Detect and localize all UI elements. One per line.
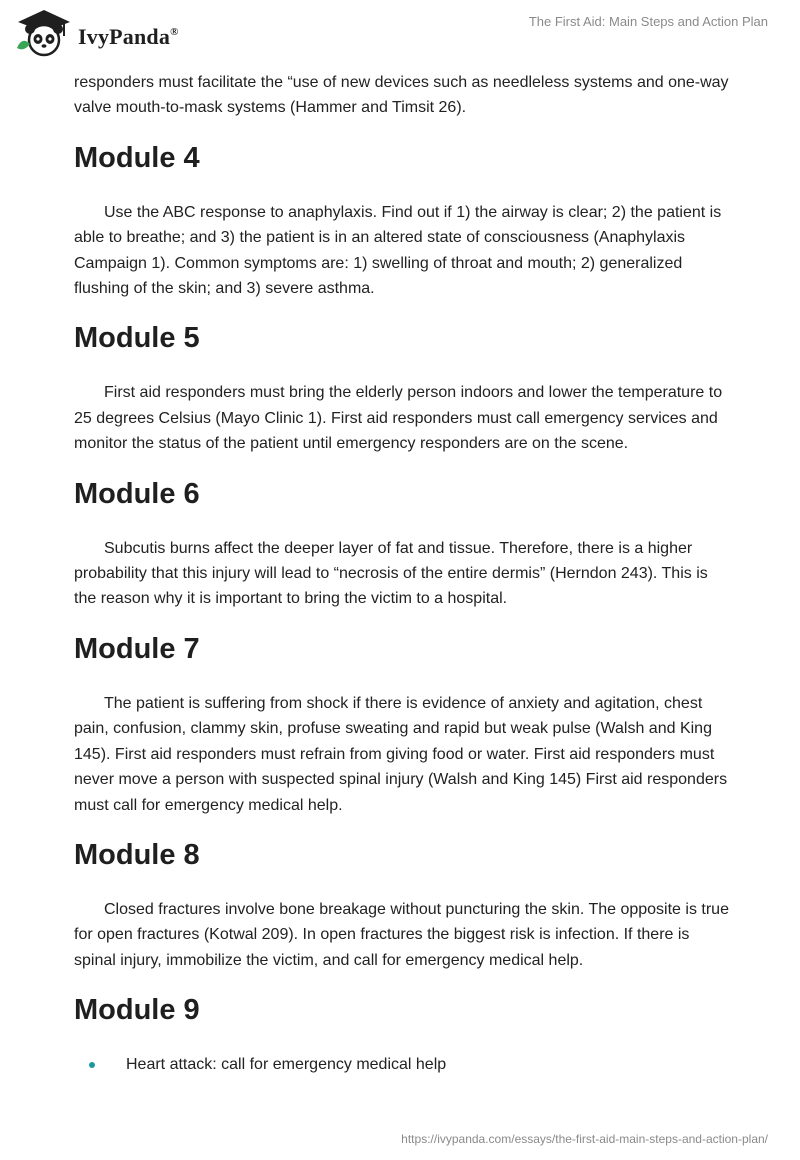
module-paragraph: Use the ABC response to anaphylaxis. Find out if 1) the airway is clear; 2) the patient is able to breathe; and 3) the patient is in an altered state of consciousness (Anaphylaxis Campaign 1). Common symptoms are: 1) swelling of throat and mouth; 2) generalized flushing of the skin; and 3) severe asthma. [74,203,722,298]
page-header [0,0,800,66]
module-5-section [74,321,734,456]
bullet-list [74,1052,734,1077]
module-paragraph: Subcutis burns affect the deeper layer of fat and tissue. Therefore, there is a higher probability that this injury will lead to “necrosis of the entire dermis” (Herndon 243). This is the reason why it is important to bring the victim to a hospital. [74,539,708,608]
module-heading: Module 7 [74,632,200,665]
module-heading: Module 4 [74,141,200,174]
intro-paragraph: responders must facilitate the “use of new devices such as needleless systems and one-way valve mouth-to-mask systems (Hammer and Timsit 26). [74,74,729,117]
essay-content [74,70,734,1078]
module-heading: Module 9 [74,994,200,1027]
panda-graduate-icon [14,6,74,58]
brand-name [78,24,179,50]
module-paragraph: The patient is suffering from shock if there is evidence of anxiety and agitation, chest pain, confusion, clammy skin, profuse sweating and rapid but weak pulse (Walsh and King 145). First aid responders must refrain from giving food or water. First aid responders must never move a person with suspected spinal injury (Walsh and King 145) First aid responders must call for emergency medical help. [74,694,728,814]
module-7-section [74,632,734,818]
module-9-section [74,993,734,1077]
document-title: The First Aid: Main Steps and Action Plan [528,14,768,29]
module-heading: Module 6 [74,477,200,510]
ivypanda-logo[interactable] [14,6,194,58]
module-paragraph: First aid responders must bring the elderly person indoors and lower the temperature to 25 degrees Celsius (Mayo Clinic 1). First aid responders must call emergency services and monitor the status of the patient until emergency responders are on the scene. [74,384,723,453]
list-item [74,1052,734,1077]
bullet-dot-icon [89,1062,95,1068]
module-8-section [74,838,734,973]
registered-mark: ® [170,26,179,38]
source-url-link[interactable]: https://ivypanda.com/essays/the-first-aid-main-steps-and-action-plan/ [401,1132,768,1146]
module-heading: Module 8 [74,838,200,871]
module-paragraph: Closed fractures involve bone breakage without puncturing the skin. The opposite is true for open fractures (Kotwal 209). In open fractures the biggest risk is infection. If there is spinal injury, immobilize the victim, and call for emergency medical help. [74,900,729,969]
module-heading: Module 5 [74,322,200,355]
brand-text: IvyPanda [78,24,171,49]
list-item-text: Heart attack: call for emergency medical help [126,1056,447,1074]
module-4-section [74,141,734,302]
module-6-section [74,477,734,612]
